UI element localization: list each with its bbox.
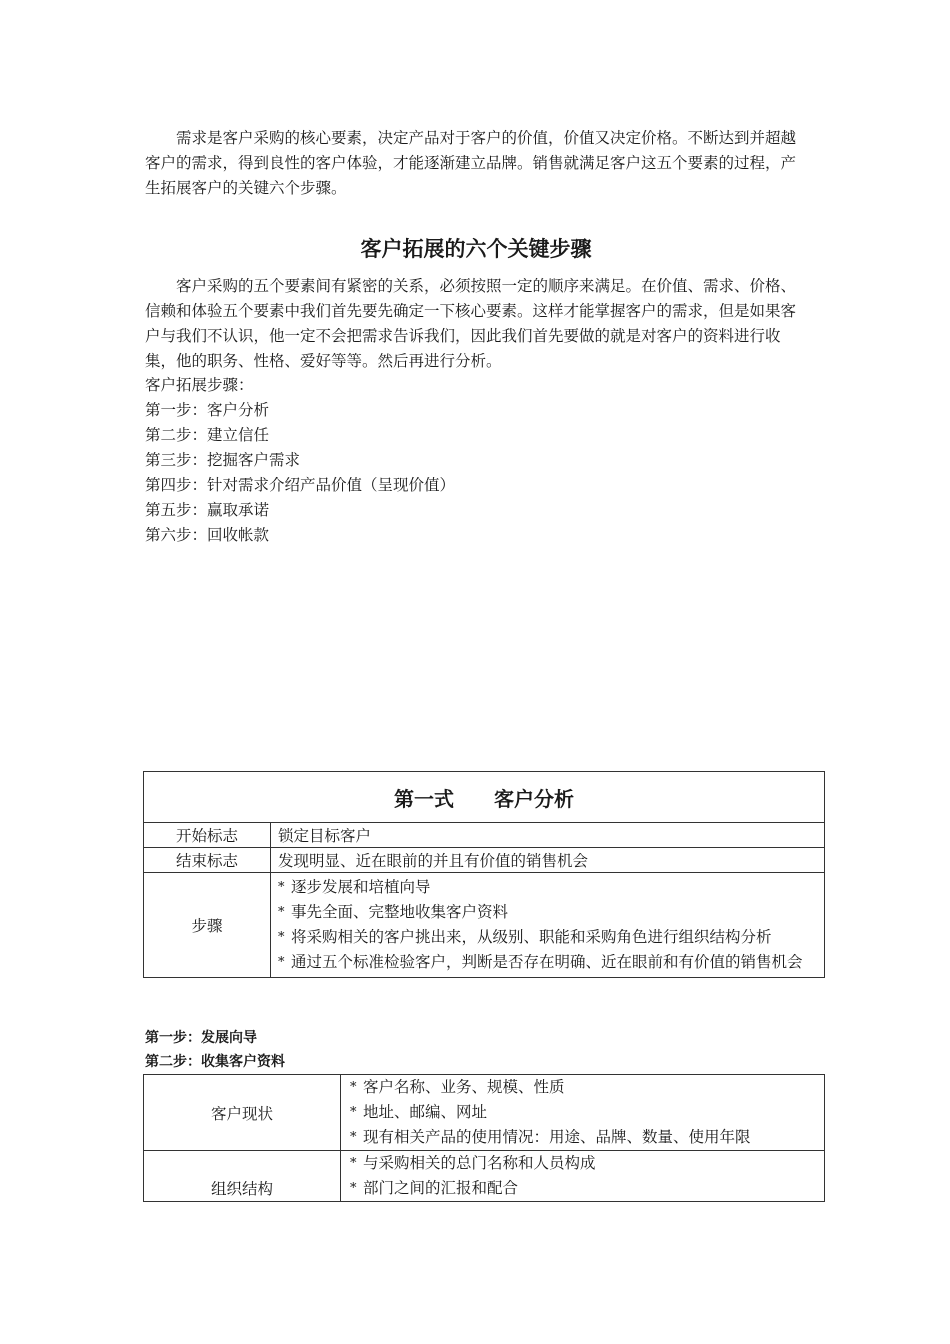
bullet-item: * 将采购相关的客户挑出来，从级别、职能和采购角色进行组织结构分析 bbox=[278, 925, 817, 950]
section-title: 客户拓展的六个关键步骤 bbox=[360, 237, 592, 261]
row2-label: 组织结构 bbox=[144, 1151, 341, 1202]
bullet-item: * 部门之间的汇报和配合 bbox=[350, 1176, 817, 1201]
step-item: 第四步：针对需求介绍产品价值（呈现价值） bbox=[145, 476, 456, 494]
table1-title: 第一式 客户分析 bbox=[144, 772, 825, 823]
step-item: 第五步：赢取承诺 bbox=[145, 501, 270, 519]
intro-paragraph: 需求是客户采购的核心要素，决定产品对于客户的价值，价值又决定价格。不断达到并超越客户的需求，得到良性的客户体验，才能逐渐建立品牌。销售就满足客户这五个要素的过程，产生拓展客户的关键六个步骤。 bbox=[145, 129, 797, 197]
bullet-marker: * bbox=[350, 1130, 357, 1145]
bullet-marker: * bbox=[278, 930, 285, 945]
bullet-marker: * bbox=[278, 880, 285, 895]
bullet-item: * 现有相关产品的使用情况：用途、品牌、数量、使用年限 bbox=[350, 1125, 817, 1150]
end-label: 结束标志 bbox=[144, 848, 271, 873]
bullet-item: * 通过五个标准检验客户，判断是否存在明确、近在眼前和有价值的销售机会 bbox=[278, 950, 817, 975]
bullet-item: * 逐步发展和培植向导 bbox=[278, 875, 817, 900]
section-paragraph: 客户采购的五个要素间有紧密的关系，必须按照一定的顺序来满足。在价值、需求、价格、信赖和体验五个要素中我们首先要先确定一下核心要素。这样才能掌握客户的需求，但是如果客户与我们不认识，他一定不会把需求告诉我们，因此我们首先要做的就是对客户的资料进行收集，他的职务、性格、爱好等等。然后再进行分析。 bbox=[145, 277, 797, 370]
bullet-marker: * bbox=[350, 1080, 357, 1095]
bullet-marker: * bbox=[350, 1181, 357, 1196]
customer-analysis-table bbox=[143, 771, 825, 978]
bullet-item: * 客户名称、业务、规模、性质 bbox=[350, 1075, 817, 1100]
start-value: 锁定目标客户 bbox=[271, 823, 825, 848]
bullet-marker: * bbox=[350, 1156, 357, 1171]
step-item: 第三步：挖掘客户需求 bbox=[145, 451, 301, 469]
row1-label: 客户现状 bbox=[144, 1075, 341, 1151]
steps-label: 步骤 bbox=[144, 873, 271, 978]
bullet-marker: * bbox=[278, 905, 285, 920]
steps-heading: 客户拓展步骤： bbox=[145, 376, 254, 394]
bullet-item: * 地址、邮编、网址 bbox=[350, 1100, 817, 1125]
customer-info-table bbox=[143, 1074, 825, 1202]
bullet-marker: * bbox=[278, 955, 285, 970]
step-item: 第一步：客户分析 bbox=[145, 401, 270, 419]
step-item: 第二步：建立信任 bbox=[145, 426, 270, 444]
subheading-1: 第一步：发展向导 bbox=[145, 1030, 257, 1046]
subheading-2: 第二步：收集客户资料 bbox=[145, 1054, 285, 1070]
bullet-item: * 与采购相关的总门名称和人员构成 bbox=[350, 1151, 817, 1176]
end-value: 发现明显、近在眼前的并且有价值的销售机会 bbox=[271, 848, 825, 873]
bullet-marker: * bbox=[350, 1105, 357, 1120]
row2-items bbox=[341, 1151, 825, 1202]
steps-list bbox=[145, 373, 455, 548]
row1-items bbox=[341, 1075, 825, 1151]
step-item: 第六步：回收帐款 bbox=[145, 526, 270, 544]
start-label: 开始标志 bbox=[144, 823, 271, 848]
bullet-item: * 事先全面、完整地收集客户资料 bbox=[278, 900, 817, 925]
steps-cell bbox=[271, 873, 825, 978]
